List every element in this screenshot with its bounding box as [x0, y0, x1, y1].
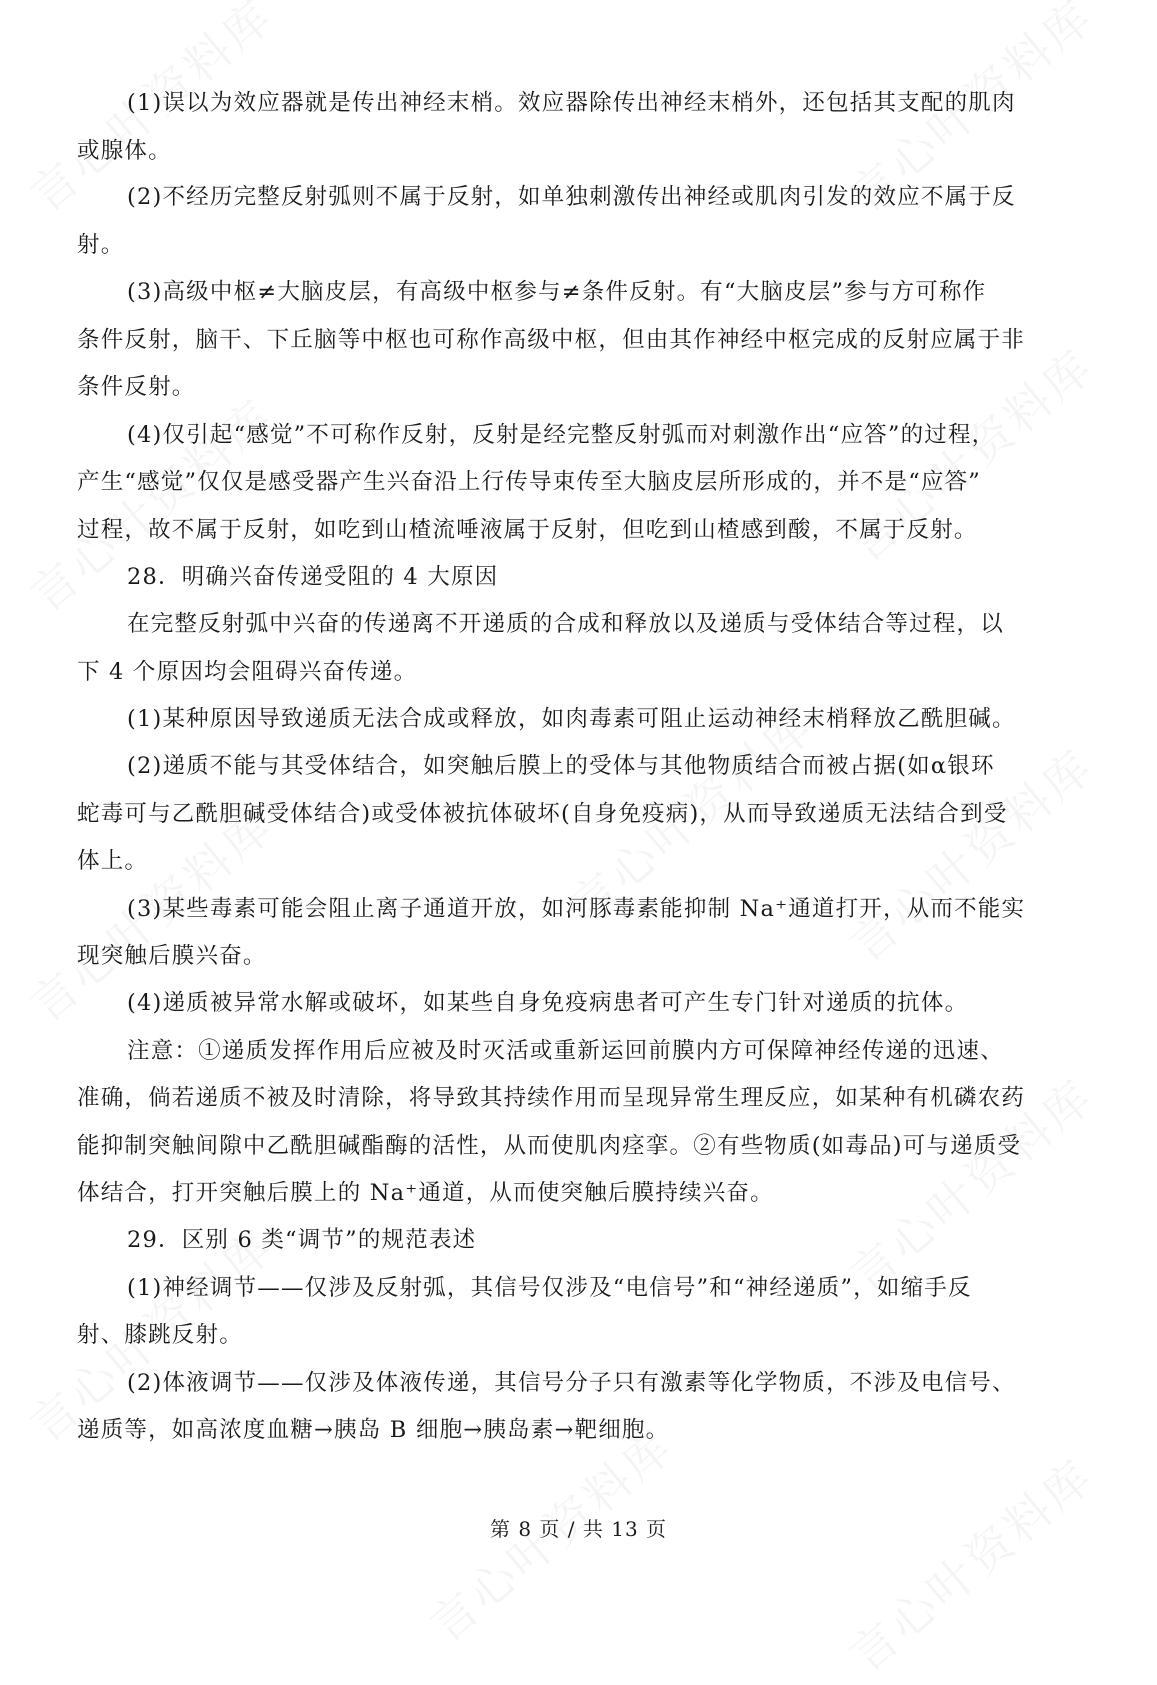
text-line: (1)误以为效应器就是传出神经末梢。效应器除传出神经末梢外，还包括其支配的肌肉 — [127, 90, 1016, 116]
page-number: 第 8 页 / 共 13 页 — [489, 1517, 668, 1541]
text-line: (4)仅引起“感觉”不可称作反射，反射是经完整反射弧而对刺激作出“应答”的过程， — [127, 422, 996, 448]
text-line: (3)某些毒素可能会阻止离子通道开放，如河豚毒素能抑制 Na⁺通道打开，从而不能实 — [127, 896, 1026, 922]
text-line: 注意：①递质发挥作用后应被及时灭活或重新运回前膜内方可保障神经传递的迅速、 — [127, 1038, 1004, 1064]
text-line: (3)高级中枢≠大脑皮层，有高级中枢参与≠条件反射。有“大脑皮层”参与方可称作 — [127, 279, 987, 305]
section-heading-29: 29．区别 6 类“调节”的规范表述 — [127, 1227, 477, 1253]
text-line: 蛇毒可与乙酰胆碱受体结合)或受体被抗体破坏(自身免疫病)，从而导致递质无法结合到受 — [77, 801, 1008, 827]
text-line: 产生“感觉”仅仅是感受器产生兴奋沿上行传导束传至大脑皮层所形成的，并不是“应答” — [77, 469, 982, 495]
section-heading-28: 28．明确兴奋传递受阻的 4 大原因 — [127, 564, 499, 590]
text-line: 现突触后膜兴奋。 — [77, 943, 267, 969]
text-line: 准确，倘若递质不被及时清除，将导致其持续作用而呈现异常生理反应，如某种有机磷农药 — [77, 1085, 1026, 1111]
text-line: 射、膝跳反射。 — [77, 1322, 243, 1348]
text-line: (2)递质不能与其受体结合，如突触后膜上的受体与其他物质结合而被占据(如α银环 — [127, 753, 995, 779]
text-line: 体结合，打开突触后膜上的 Na⁺通道，从而使突触后膜持续兴奋。 — [77, 1180, 774, 1206]
text-line: 条件反射，脑干、下丘脑等中枢也可称作高级中枢，但由其作神经中枢完成的反射应属于非 — [77, 327, 1026, 353]
text-line: 能抑制突触间隙中乙酰胆碱酯酶的活性，从而使肌肉痉挛。②有些物质(如毒品)可与递质受 — [77, 1133, 1022, 1159]
text-line: (1)某种原因导致递质无法合成或释放，如肉毒素可阻止运动神经末梢释放乙酰胆碱。 — [127, 706, 1016, 732]
text-line: 或腺体。 — [77, 138, 172, 164]
text-line: 过程，故不属于反射，如吃到山楂流唾液属于反射，但吃到山楂感到酸，不属于反射。 — [77, 517, 978, 543]
text-line: (2)体液调节——仅涉及体液传递，其信号分子只有激素等化学物质，不涉及电信号、 — [127, 1370, 1016, 1396]
text-line: 递质等，如高浓度血糖→胰岛 B 细胞→胰岛素→靶细胞。 — [77, 1417, 670, 1443]
text-line: (1)神经调节——仅涉及反射弧，其信号仅涉及“电信号”和“神经递质”，如缩手反 — [127, 1275, 972, 1301]
text-line: 射。 — [77, 232, 125, 258]
text-line: 下 4 个原因均会阻碍兴奋传递。 — [77, 659, 418, 685]
text-line: (4)递质被异常水解或破坏，如某些自身免疫病患者可产生专门针对递质的抗体。 — [127, 990, 969, 1016]
text-line: 条件反射。 — [77, 374, 196, 400]
text-line: 体上。 — [77, 848, 149, 874]
text-line: (2)不经历完整反射弧则不属于反射，如单独刺激传出神经或肌肉引发的效应不属于反 — [127, 184, 1016, 210]
text-line: 在完整反射弧中兴奋的传递离不开递质的合成和释放以及递质与受体结合等过程，以 — [127, 611, 1004, 637]
